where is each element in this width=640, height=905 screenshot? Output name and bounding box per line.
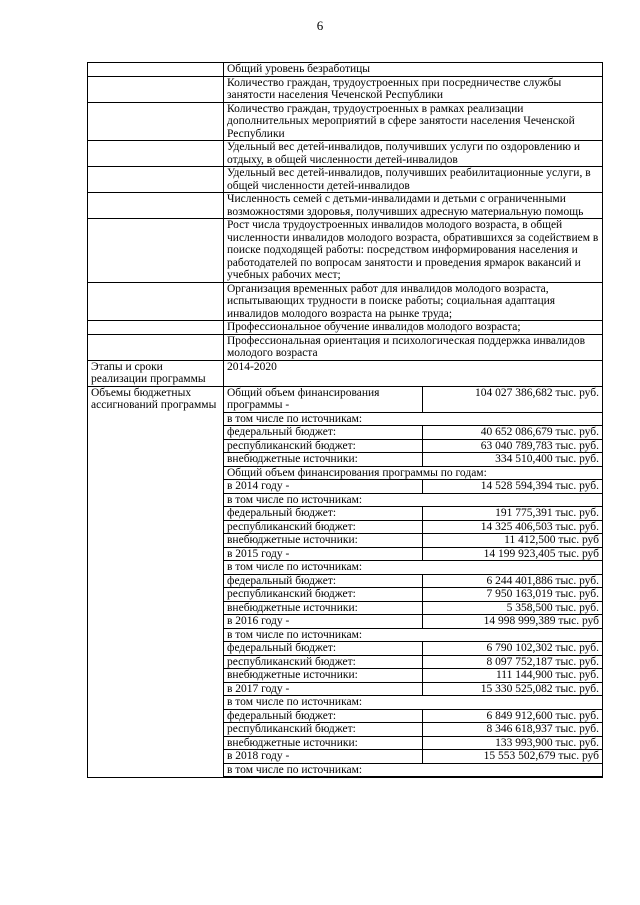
program-passport-table <box>87 62 603 778</box>
year-source-row <box>224 642 602 656</box>
year-sources-heading <box>224 763 602 777</box>
year-row-label: в 2016 году - <box>224 615 422 629</box>
year-sources-heading-text: в том числе по источникам: <box>224 561 602 575</box>
source-row <box>224 453 602 467</box>
stages-value: 2014-2020 <box>224 360 603 386</box>
indicator-text: Удельный вес детей-инвалидов, получивших реабилитационные услуги, в общей численности детей-инвалидов <box>224 167 603 193</box>
indicator-row <box>88 63 603 77</box>
year-source-row-value: 8 097 752,187 тыс. руб. <box>422 655 602 669</box>
indicator-empty-cell <box>88 76 224 102</box>
budget-details <box>224 386 603 778</box>
source-row-label: внебюджетные источники: <box>224 453 422 467</box>
year-source-row-label: республиканский бюджет: <box>224 520 422 534</box>
indicator-row <box>88 141 603 167</box>
financing-table <box>224 387 602 778</box>
year-source-row <box>224 574 602 588</box>
indicator-text: Профессиональное обучение инвалидов молодого возраста; <box>224 321 603 335</box>
source-row-label: республиканский бюджет: <box>224 439 422 453</box>
indicator-empty-cell <box>88 167 224 193</box>
year-source-row <box>224 507 602 521</box>
indicator-row <box>88 282 603 321</box>
year-source-row-label: федеральный бюджет: <box>224 574 422 588</box>
indicator-text: Общий уровень безработицы <box>224 63 603 77</box>
year-source-row-label: внебюджетные источники: <box>224 669 422 683</box>
year-sources-heading-text: в том числе по источникам: <box>224 493 602 507</box>
year-sources-heading <box>224 696 602 710</box>
year-source-row-value: 7 950 163,019 тыс. руб. <box>422 588 602 602</box>
stages-label: Этапы и сроки реализации программы <box>88 360 224 386</box>
year-row-label: в 2017 году - <box>224 682 422 696</box>
indicator-text: Численность семей с детьми-инвалидами и детьми с ограниченными возможностями здоровья, получивших адресную материальную помощь <box>224 193 603 219</box>
indicator-text: Количество граждан, трудоустроенных при посредничестве службы занятости населения Чеченской Республики <box>224 76 603 102</box>
year-source-row-label: внебюджетные источники: <box>224 736 422 750</box>
year-row <box>224 615 602 629</box>
indicator-row <box>88 321 603 335</box>
indicator-text: Рост числа трудоустроенных инвалидов молодого возраста, в общей численности инвалидов молодого возраста, обратившихся за содействием в поиске подходящей работы: посредством информирования населения и работодателей по вопросам занятости и проведения ярмарок вакансий и учебных рабочих мест; <box>224 219 603 283</box>
year-source-row-value: 8 346 618,937 тыс. руб. <box>422 723 602 737</box>
source-row <box>224 426 602 440</box>
year-source-row-value: 5 358,500 тыс. руб. <box>422 601 602 615</box>
year-sources-heading-text: в том числе по источникам: <box>224 628 602 642</box>
indicator-row <box>88 219 603 283</box>
by-source-heading <box>224 412 602 426</box>
year-sources-heading <box>224 493 602 507</box>
year-source-row <box>224 736 602 750</box>
year-row-value: 15 553 502,679 тыс. руб <box>422 750 602 764</box>
year-row-label: в 2015 году - <box>224 547 422 561</box>
source-row-value: 40 652 086,679 тыс. руб. <box>422 426 602 440</box>
year-source-row-value: 191 775,391 тыс. руб. <box>422 507 602 521</box>
year-row <box>224 480 602 494</box>
year-sources-heading <box>224 628 602 642</box>
year-row <box>224 750 602 764</box>
indicator-row <box>88 193 603 219</box>
indicator-empty-cell <box>88 219 224 283</box>
year-source-row <box>224 588 602 602</box>
budget-label: Объемы бюджетных ассигнований программы <box>88 386 224 778</box>
budget-row <box>88 386 603 778</box>
source-row <box>224 439 602 453</box>
year-source-row <box>224 655 602 669</box>
indicator-text: Количество граждан, трудоустроенных в рамках реализации дополнительных мероприятий в сфере занятости населения Чеченской Республики <box>224 102 603 141</box>
year-source-row-label: республиканский бюджет: <box>224 655 422 669</box>
year-row-value: 14 199 923,405 тыс. руб <box>422 547 602 561</box>
year-source-row-label: федеральный бюджет: <box>224 642 422 656</box>
year-source-row-label: федеральный бюджет: <box>224 709 422 723</box>
source-row-label: федеральный бюджет: <box>224 426 422 440</box>
year-source-row <box>224 534 602 548</box>
year-row <box>224 682 602 696</box>
indicator-empty-cell <box>88 63 224 77</box>
indicator-text: Профессиональная ориентация и психологическая поддержка инвалидов молодого возраста <box>224 334 603 360</box>
year-source-row-label: внебюджетные источники: <box>224 601 422 615</box>
indicator-text: Удельный вес детей-инвалидов, получивших услуги по оздоровлению и отдыху, в общей численности детей-инвалидов <box>224 141 603 167</box>
year-row-value: 15 330 525,082 тыс. руб. <box>422 682 602 696</box>
year-source-row-value: 14 325 406,503 тыс. руб. <box>422 520 602 534</box>
by-year-heading-text: Общий объем финансирования программы по годам: <box>224 466 602 480</box>
indicator-empty-cell <box>88 141 224 167</box>
year-row-label: в 2014 году - <box>224 480 422 494</box>
total-value: 104 027 386,682 тыс. руб. <box>422 387 602 413</box>
year-row-value: 14 528 594,394 тыс. руб. <box>422 480 602 494</box>
page-number: 6 <box>316 18 324 33</box>
indicator-text: Организация временных работ для инвалидов молодого возраста, испытывающих трудности в поиске работы; социальная адаптация инвалидов молодого возраста на рынке труда; <box>224 282 603 321</box>
year-source-row-label: федеральный бюджет: <box>224 507 422 521</box>
year-source-row-value: 111 144,900 тыс. руб. <box>422 669 602 683</box>
year-row <box>224 547 602 561</box>
year-source-row <box>224 669 602 683</box>
year-source-row <box>224 601 602 615</box>
year-source-row-value: 133 993,900 тыс. руб. <box>422 736 602 750</box>
indicator-row <box>88 76 603 102</box>
total-row <box>224 387 602 413</box>
year-source-row-value: 11 412,500 тыс. руб <box>422 534 602 548</box>
indicator-empty-cell <box>88 193 224 219</box>
year-source-row <box>224 723 602 737</box>
indicator-empty-cell <box>88 321 224 335</box>
total-label: Общий объем финансирования программы - <box>224 387 422 413</box>
by-source-heading-text: в том числе по источникам: <box>224 412 602 426</box>
year-row-label: в 2018 году - <box>224 750 422 764</box>
year-source-row-value: 6 790 102,302 тыс. руб. <box>422 642 602 656</box>
year-source-row <box>224 709 602 723</box>
year-source-row-label: внебюджетные источники: <box>224 534 422 548</box>
year-row-value: 14 998 999,389 тыс. руб <box>422 615 602 629</box>
year-source-row-label: республиканский бюджет: <box>224 723 422 737</box>
year-sources-heading <box>224 561 602 575</box>
source-row-value: 334 510,400 тыс. руб. <box>422 453 602 467</box>
year-source-row-value: 6 244 401,886 тыс. руб. <box>422 574 602 588</box>
by-year-heading <box>224 466 602 480</box>
year-source-row-label: республиканский бюджет: <box>224 588 422 602</box>
indicator-row <box>88 102 603 141</box>
indicator-row <box>88 167 603 193</box>
indicator-empty-cell <box>88 334 224 360</box>
indicator-empty-cell <box>88 102 224 141</box>
source-row-value: 63 040 789,783 тыс. руб. <box>422 439 602 453</box>
year-source-row <box>224 520 602 534</box>
year-source-row-value: 6 849 912,600 тыс. руб. <box>422 709 602 723</box>
year-sources-heading-text: в том числе по источникам: <box>224 696 602 710</box>
indicator-row <box>88 334 603 360</box>
year-sources-heading-text: в том числе по источникам: <box>224 763 602 777</box>
indicator-empty-cell <box>88 282 224 321</box>
stages-row <box>88 360 603 386</box>
